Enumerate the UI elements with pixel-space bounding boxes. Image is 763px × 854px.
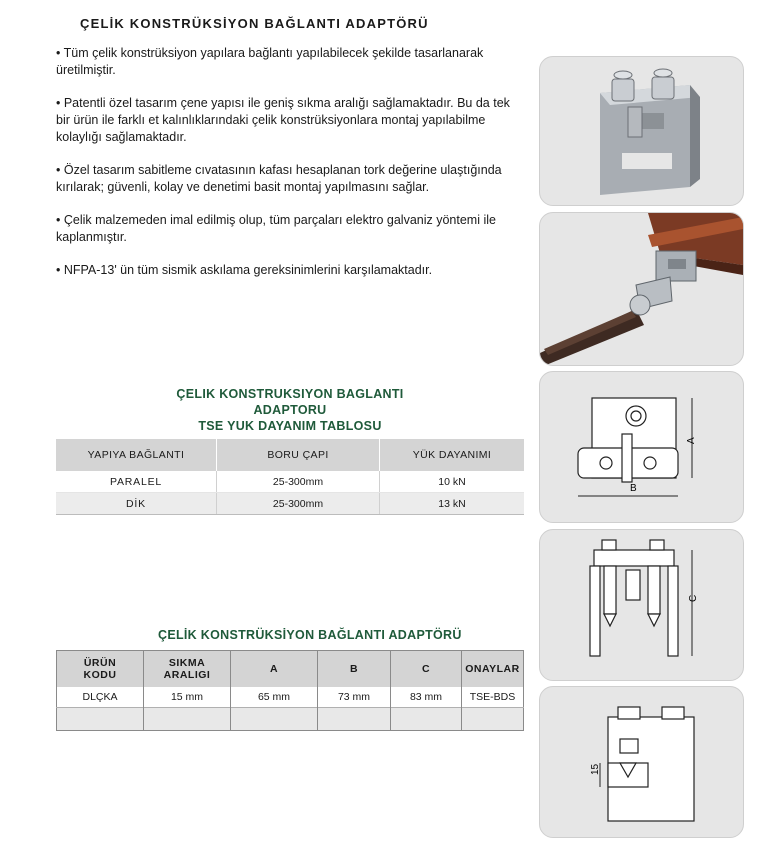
load-table — [56, 439, 524, 515]
table-cell: DİK — [56, 493, 217, 515]
table-cell: 25-300mm — [217, 471, 380, 493]
feature-item: • Patentli özel tasarım çene yapısı ile geniş sıkma aralığı sağlamaktadır. Bu da tek bir ürün ile farklı et kalınlıklarındaki çelik konstrüksiyonlara montaj yapılabilme kolaylığı sağlamaktadır. — [56, 96, 510, 144]
table-cell: PARALEL — [56, 471, 217, 493]
installation-photo-image — [540, 213, 743, 365]
dimension-a-label: A — [686, 437, 697, 444]
header-cell — [144, 651, 231, 688]
header-line: KODU — [83, 669, 117, 681]
feature-list — [56, 45, 526, 295]
load-table-title-line1: ÇELIK KONSTRUKSIYON BAGLANTI ADAPTORU — [176, 387, 404, 417]
front-view-drawing — [540, 372, 743, 522]
feature-item: • NFPA-13' ün tüm sismik askılama gereksinimlerini karşılamaktadır. — [56, 263, 433, 277]
header-cell: YAPIYA BAĞLANTI — [56, 439, 217, 471]
spec-table — [56, 650, 524, 731]
installation-photo-panel — [539, 212, 744, 366]
header-cell: C — [391, 651, 462, 688]
clamp-photo-image — [540, 57, 743, 205]
table-cell: 15 mm — [144, 687, 231, 708]
header-line: ÜRÜN — [83, 657, 117, 669]
table-cell: 10 kN — [380, 471, 525, 493]
feature-item: • Tüm çelik konstrüksiyon yapılara bağlantı yapılabilecek şekilde tasarlanarak üretilmiştir. — [56, 46, 484, 77]
jaw-opening-drawing — [540, 687, 743, 837]
header-cell: BORU ÇAPI — [217, 439, 380, 471]
table-cell: 73 mm — [318, 687, 391, 708]
table-row — [56, 471, 524, 493]
load-table-title-line2: TSE YUK DAYANIM TABLOSU — [198, 419, 382, 433]
table-cell: 25-300mm — [217, 493, 380, 515]
side-view-drawing — [540, 530, 743, 680]
jaw-opening-diagram-panel — [539, 686, 744, 838]
table-cell: 83 mm — [391, 687, 462, 708]
header-line: SIKMA — [168, 657, 206, 669]
product-photo-panel — [539, 56, 744, 206]
header-cell: B — [318, 651, 391, 688]
load-table-title — [155, 386, 425, 434]
table-row — [56, 493, 524, 515]
table-cell: 13 kN — [380, 493, 525, 515]
table-cell: TSE-BDS — [462, 687, 524, 708]
spec-table-header — [57, 651, 524, 688]
table-cell: DLÇKA — [57, 687, 144, 708]
table-row — [57, 687, 524, 708]
header-cell: YÜK DAYANIMI — [380, 439, 525, 471]
feature-item: • Özel tasarım sabitleme cıvatasının kafası hesaplanan tork değerine ulaştığında kırılarak; güvenli, kolay ve denetimi basit montaj yapılmasını sağlar. — [56, 163, 502, 194]
side-view-diagram-panel — [539, 529, 744, 681]
spec-table-title: ÇELİK KONSTRÜKSİYON BAĞLANTI ADAPTÖRÜ — [158, 628, 462, 642]
jaw-opening-label: 15 — [590, 763, 601, 775]
header-line: ARALIGI — [163, 669, 211, 681]
header-cell: ONAYLAR — [462, 651, 524, 688]
dimension-b-label: B — [630, 483, 637, 494]
load-table-header — [56, 439, 524, 471]
front-view-diagram-panel — [539, 371, 744, 523]
dimension-c-label: C — [688, 594, 699, 602]
feature-item: • Çelik malzemeden imal edilmiş olup, tüm parçaları elektro galvaniz yöntemi ile kaplanmıştır. — [56, 213, 496, 244]
page-title: ÇELİK KONSTRÜKSİYON BAĞLANTI ADAPTÖRÜ — [80, 16, 429, 31]
table-cell: 65 mm — [231, 687, 318, 708]
table-row-empty — [57, 708, 524, 731]
header-cell — [57, 651, 144, 688]
header-cell: A — [231, 651, 318, 688]
